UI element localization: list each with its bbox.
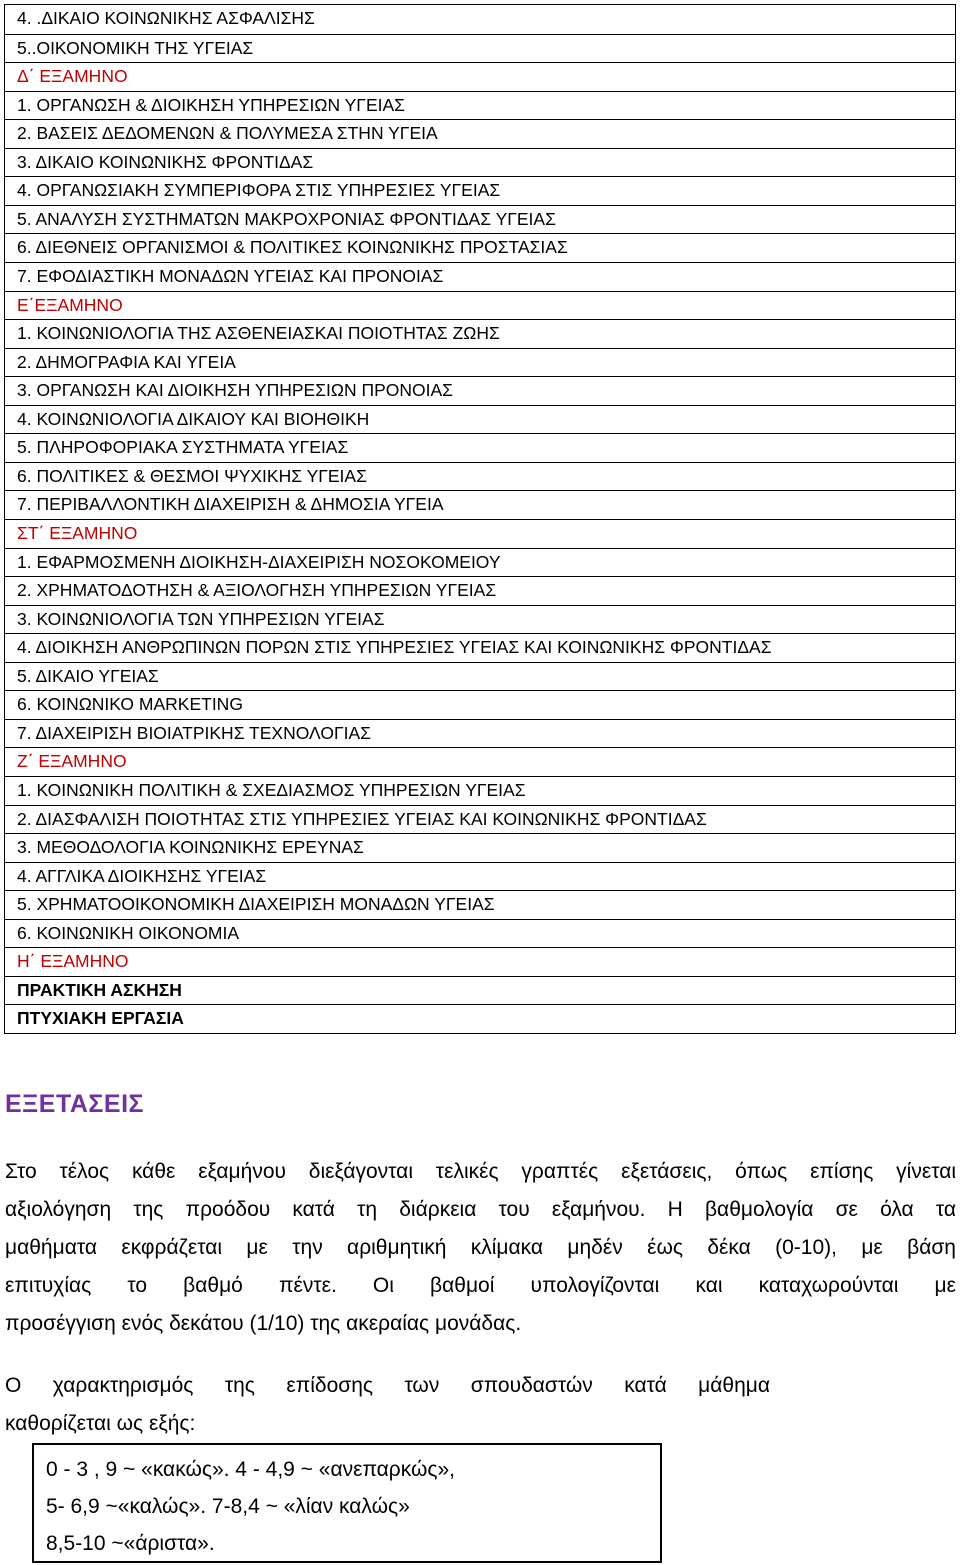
course-row: 1. ΚΟΙΝΩΝΙΚΗ ΠΟΛΙΤΙΚΗ & ΣΧΕΔΙΑΣΜΟΣ ΥΠΗΡΕΣΙΩΝ ΥΓΕΙΑΣ [5,776,955,805]
course-row: 3. ΜΕΘΟΔΟΛΟΓΙΑ ΚΟΙΝΩΝΙΚΗΣ ΕΡΕΥΝΑΣ [5,833,955,862]
course-row: 6. ΔΙΕΘΝΕΙΣ ΟΡΓΑΝΙΣΜΟΙ & ΠΟΛΙΤΙΚΕΣ ΚΟΙΝΩΝΙΚΗΣ ΠΡΟΣΤΑΣΙΑΣ [5,233,955,262]
paragraph-line: καθορίζεται ως εξής: [5,1412,196,1435]
semester-heading: Ε΄ΕΞΑΜΗΝΟ [5,291,955,320]
grading-intro [5,1367,770,1443]
course-row: 7. ΕΦΟΔΙΑΣΤΙΚΗ ΜΟΝΑΔΩΝ ΥΓΕΙΑΣ ΚΑΙ ΠΡΟΝΟΙΑΣ [5,262,955,291]
semester-heading: ΣΤ΄ ΕΞΑΜΗΝΟ [5,519,955,548]
course-row: 1. ΕΦΑΡΜΟΣΜΕΝΗ ΔΙΟΙΚΗΣΗ-ΔΙΑΧΕΙΡΙΣΗ ΝΟΣΟΚΟΜΕΙΟΥ [5,548,955,577]
exams-paragraph [5,1153,956,1343]
course-row: 2. ΔΗΜΟΓΡΑΦΙΑ ΚΑΙ ΥΓΕΙΑ [5,348,955,377]
paragraph-line: μαθήματα εκφράζεται με την αριθμητική κλίμακα μηδέν έως δέκα (0-10), με βάση [5,1236,956,1259]
course-row: 6. ΚΟΙΝΩΝΙΚΗ ΟΙΚΟΝΟΜΙΑ [5,919,955,948]
grade-scale-line: 5- 6,9 ~«καλώς». 7-8,4 ~ «λίαν καλώς» [46,1495,410,1518]
paragraph-line: επιτυχίας το βαθμό πέντε. Οι βαθμοί υπολογίζονται και καταχωρούνται με [5,1274,956,1297]
course-row: 5. ΠΛΗΡΟΦΟΡΙΑΚΑ ΣΥΣΤΗΜΑΤΑ ΥΓΕΙΑΣ [5,433,955,462]
course-row: 1. ΚΟΙΝΩΝΙΟΛΟΓΙΑ ΤΗΣ ΑΣΘΕΝΕΙΑΣΚΑΙ ΠΟΙΟΤΗΤΑΣ ΖΩΗΣ [5,319,955,348]
course-row: 2. ΒΑΣΕΙΣ ΔΕΔΟΜΕΝΩΝ & ΠΟΛΥΜΕΣΑ ΣΤΗΝ ΥΓΕΙΑ [5,119,955,148]
paragraph-line: προσέγγιση ενός δεκάτου (1/10) της ακεραίας μονάδας. [5,1312,522,1335]
course-row: 4. ΑΓΓΛΙΚΑ ΔΙΟΙΚΗΣΗΣ ΥΓΕΙΑΣ [5,862,955,891]
course-row: 5. ΔΙΚΑΙΟ ΥΓΕΙΑΣ [5,662,955,691]
course-row: ΠΤΥΧΙΑΚΗ ΕΡΓΑΣΙΑ [5,1004,955,1033]
course-row: 4. ΟΡΓΑΝΩΣΙΑΚΗ ΣΥΜΠΕΡΙΦΟΡΑ ΣΤΙΣ ΥΠΗΡΕΣΙΕΣ ΥΓΕΙΑΣ [5,176,955,205]
paragraph-line: Στο τέλος κάθε εξαμήνου διεξάγονται τελικές γραπτές εξετάσεις, όπως επίσης γίνεται [5,1160,956,1183]
course-row: 5. ΧΡΗΜΑΤΟΟΙΚΟΝΟΜΙΚΗ ΔΙΑΧΕΙΡΙΣΗ ΜΟΝΑΔΩΝ ΥΓΕΙΑΣ [5,890,955,919]
course-row: 6. ΚΟΙΝΩΝΙΚΟ MARKETING [5,690,955,719]
semester-heading: Ζ΄ ΕΞΑΜΗΝΟ [5,747,955,776]
grade-scale-line: 0 - 3 , 9 ~ «κακώς». 4 - 4,9 ~ «ανεπαρκώς», [46,1458,456,1481]
course-row: 7. ΔΙΑΧΕΙΡΙΣΗ ΒΙΟΙΑΤΡΙΚΗΣ ΤΕΧΝΟΛΟΓΙΑΣ [5,719,955,748]
course-row: 5. ΑΝΑΛΥΣΗ ΣΥΣΤΗΜΑΤΩΝ ΜΑΚΡΟΧΡΟΝΙΑΣ ΦΡΟΝΤΙΔΑΣ ΥΓΕΙΑΣ [5,205,955,234]
course-row: 4. .ΔΙΚΑΙΟ ΚΟΙΝΩΝΙΚΗΣ ΑΣΦΑΛΙΣΗΣ [17,8,315,28]
course-row: 2. ΔΙΑΣΦΑΛΙΣΗ ΠΟΙΟΤΗΤΑΣ ΣΤΙΣ ΥΠΗΡΕΣΙΕΣ ΥΓΕΙΑΣ ΚΑΙ ΚΟΙΝΩΝΙΚΗΣ ΦΡΟΝΤΙΔΑΣ [5,805,955,834]
course-row: 6. ΠΟΛΙΤΙΚΕΣ & ΘΕΣΜΟΙ ΨΥΧΙΚΗΣ ΥΓΕΙΑΣ [5,462,955,491]
paragraph-line: αξιολόγηση της προόδου κατά τη διάρκεια του εξαμήνου. Η βαθμολογία σε όλα τα [5,1198,956,1221]
course-table [4,4,956,1034]
course-row: 5..ΟΙΚΟΝΟΜΙΚΗ ΤΗΣ ΥΓΕΙΑΣ [5,34,955,63]
course-row: 7. ΠΕΡΙΒΑΛΛΟΝΤΙΚΗ ΔΙΑΧΕΙΡΙΣΗ & ΔΗΜΟΣΙΑ ΥΓΕΙΑ [5,490,955,519]
course-row: 1. ΟΡΓΑΝΩΣΗ & ΔΙΟΙΚΗΣΗ ΥΠΗΡΕΣΙΩΝ ΥΓΕΙΑΣ [5,91,955,120]
semester-heading: Η΄ ΕΞΑΜΗΝΟ [5,947,955,976]
course-row: ΠΡΑΚΤΙΚΗ ΑΣΚΗΣΗ [5,976,955,1005]
grade-scale-box [32,1443,662,1563]
course-row: 3. ΔΙΚΑΙΟ ΚΟΙΝΩΝΙΚΗΣ ΦΡΟΝΤΙΔΑΣ [5,148,955,177]
course-row: 4. ΚΟΙΝΩΝΙΟΛΟΓΙΑ ΔΙΚΑΙΟΥ ΚΑΙ ΒΙΟΗΘΙΚΗ [5,405,955,434]
course-row: 4. ΔΙΟΙΚΗΣΗ ΑΝΘΡΩΠΙΝΩΝ ΠΟΡΩΝ ΣΤΙΣ ΥΠΗΡΕΣΙΕΣ ΥΓΕΙΑΣ ΚΑΙ ΚΟΙΝΩΝΙΚΗΣ ΦΡΟΝΤΙΔΑΣ [5,633,955,662]
course-row: 2. ΧΡΗΜΑΤΟΔΟΤΗΣΗ & ΑΞΙΟΛΟΓΗΣΗ ΥΠΗΡΕΣΙΩΝ ΥΓΕΙΑΣ [5,576,955,605]
course-row: 3. ΚΟΙΝΩΝΙΟΛΟΓΙΑ ΤΩΝ ΥΠΗΡΕΣΙΩΝ ΥΓΕΙΑΣ [5,605,955,634]
exams-heading: ΕΞΕΤΑΣΕΙΣ [5,1090,145,1118]
course-row: 3. ΟΡΓΑΝΩΣΗ ΚΑΙ ΔΙΟΙΚΗΣΗ ΥΠΗΡΕΣΙΩΝ ΠΡΟΝΟΙΑΣ [5,376,955,405]
grade-scale-line: 8,5-10 ~«άριστα». [46,1532,215,1555]
semester-heading: Δ΄ ΕΞΑΜΗΝΟ [5,62,955,91]
paragraph-line: Ο χαρακτηρισμός της επίδοσης των σπουδαστών κατά μάθημα [5,1374,770,1397]
